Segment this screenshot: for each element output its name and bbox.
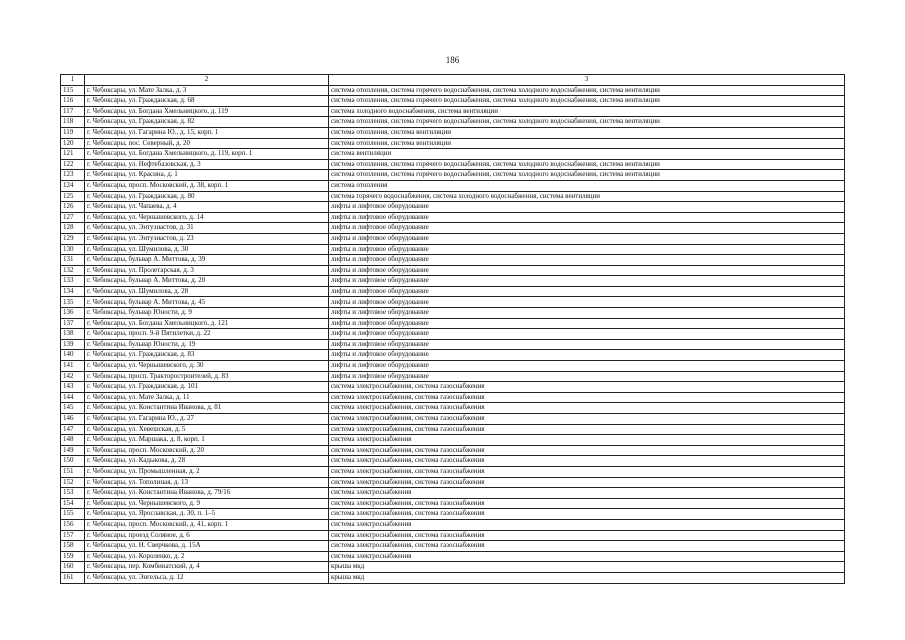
- row-number-cell: 153: [61, 488, 85, 499]
- address-cell: г. Чебоксары, ул. Хевешская, д. 5: [85, 424, 329, 435]
- systems-cell: лифты и лифтовое оборудование: [329, 202, 845, 213]
- row-number-cell: 154: [61, 498, 85, 509]
- systems-cell: лифты и лифтовое оборудование: [329, 339, 845, 350]
- row-number-cell: 150: [61, 456, 85, 467]
- systems-cell: система электроснабжения, система газоснабжения: [329, 392, 845, 403]
- table-row: [61, 519, 845, 530]
- systems-cell: лифты и лифтовое оборудование: [329, 297, 845, 308]
- table-row: [61, 318, 845, 329]
- page-number: 186: [445, 55, 460, 65]
- table-row: [61, 488, 845, 499]
- table-row: [61, 456, 845, 467]
- row-number-cell: 121: [61, 149, 85, 160]
- row-number-cell: 127: [61, 212, 85, 223]
- table-row: [61, 170, 845, 181]
- address-cell: г. Чебоксары, ул. Энтузиастов, д. 23: [85, 233, 329, 244]
- row-number-cell: 128: [61, 223, 85, 234]
- data-table: [60, 74, 845, 584]
- systems-cell: система электроснабжения, система газоснабжения: [329, 498, 845, 509]
- row-number-cell: 140: [61, 350, 85, 361]
- table-row: [61, 477, 845, 488]
- systems-cell: система отопления, система горячего водоснабжения, система холодного водоснабжения, система вентиляции: [329, 96, 845, 107]
- table-row: [61, 509, 845, 520]
- row-number-cell: 137: [61, 318, 85, 329]
- address-cell: г. Чебоксары, ул. Богдана Хмельницкого, д. 121: [85, 318, 329, 329]
- table-row: [61, 159, 845, 170]
- table-row: [61, 212, 845, 223]
- table-row: [61, 382, 845, 393]
- systems-cell: лифты и лифтовое оборудование: [329, 329, 845, 340]
- systems-cell: система электроснабжения, система газоснабжения: [329, 403, 845, 414]
- systems-cell: система электроснабжения: [329, 519, 845, 530]
- row-number-cell: 144: [61, 392, 85, 403]
- row-number-cell: 126: [61, 202, 85, 213]
- address-cell: г. Чебоксары, ул. Кадыкова, д. 28: [85, 456, 329, 467]
- address-cell: г. Чебоксары, ул. Гражданская, д. 68: [85, 96, 329, 107]
- row-number-cell: 147: [61, 424, 85, 435]
- systems-cell: система электроснабжения: [329, 551, 845, 562]
- table-row: [61, 392, 845, 403]
- systems-cell: лифты и лифтовое оборудование: [329, 276, 845, 287]
- row-number-cell: 118: [61, 117, 85, 128]
- table-row: [61, 180, 845, 191]
- address-cell: г. Чебоксары, ул. Богдана Хмельницкого, д. 119: [85, 106, 329, 117]
- systems-cell: система отопления, система горячего водоснабжения, система холодного водоснабжения, система вентиляции: [329, 170, 845, 181]
- systems-cell: система отопления, система горячего водоснабжения, система холодного водоснабжения, система вентиляции: [329, 117, 845, 128]
- address-cell: г. Чебоксары, просп. Тракторостроителей, д. 83: [85, 371, 329, 382]
- systems-cell: лифты и лифтовое оборудование: [329, 223, 845, 234]
- row-number-cell: 138: [61, 329, 85, 340]
- table-row: [61, 541, 845, 552]
- address-cell: г. Чебоксары, бульвар А. Миттова, д. 20: [85, 276, 329, 287]
- row-number-cell: 132: [61, 265, 85, 276]
- table-row: [61, 308, 845, 319]
- table-row: [61, 350, 845, 361]
- row-number-cell: 134: [61, 286, 85, 297]
- address-cell: г. Чебоксары, ул. Чернышевского, д. 30: [85, 361, 329, 372]
- systems-cell: система электроснабжения, система газоснабжения: [329, 509, 845, 520]
- address-cell: г. Чебоксары, просп. Московский, д. 20: [85, 445, 329, 456]
- row-number-cell: 146: [61, 414, 85, 425]
- address-cell: г. Чебоксары, ул. Константина Иванова, д. 81: [85, 403, 329, 414]
- systems-cell: лифты и лифтовое оборудование: [329, 371, 845, 382]
- table-row: [61, 202, 845, 213]
- address-cell: г. Чебоксары, ул. Тополиная, д. 13: [85, 477, 329, 488]
- address-cell: г. Чебоксары, ул. Короленко, д. 2: [85, 551, 329, 562]
- systems-cell: система электроснабжения, система газоснабжения: [329, 445, 845, 456]
- systems-cell: система электроснабжения, система газоснабжения: [329, 530, 845, 541]
- row-number-cell: 142: [61, 371, 85, 382]
- address-cell: г. Чебоксары, ул. Богдана Хмельницкого, д. 119, корп. 1: [85, 149, 329, 160]
- table-row: [61, 191, 845, 202]
- row-number-cell: 130: [61, 244, 85, 255]
- systems-cell: лифты и лифтовое оборудование: [329, 350, 845, 361]
- systems-cell: лифты и лифтовое оборудование: [329, 212, 845, 223]
- row-number-cell: 152: [61, 477, 85, 488]
- row-number-cell: 141: [61, 361, 85, 372]
- table-row: [61, 233, 845, 244]
- row-number-cell: 159: [61, 551, 85, 562]
- row-number-cell: 116: [61, 96, 85, 107]
- table-row: [61, 424, 845, 435]
- table-row: [61, 286, 845, 297]
- address-cell: г. Чебоксары, ул. Пролетарская, д. 3: [85, 265, 329, 276]
- systems-cell: система электроснабжения, система газоснабжения: [329, 456, 845, 467]
- row-number-cell: 117: [61, 106, 85, 117]
- address-cell: г. Чебоксары, ул. Гражданская, д. 80: [85, 191, 329, 202]
- table-row: [61, 371, 845, 382]
- address-cell: г. Чебоксары, ул. Гагарина Ю., д. 27: [85, 414, 329, 425]
- address-cell: г. Чебоксары, ул. Нефтебазовская, д. 3: [85, 159, 329, 170]
- address-cell: г. Чебоксары, ул. Чернышевского, д. 14: [85, 212, 329, 223]
- row-number-cell: 123: [61, 170, 85, 181]
- table-row: [61, 403, 845, 414]
- row-number-cell: 149: [61, 445, 85, 456]
- table-row: [61, 530, 845, 541]
- row-number-cell: 120: [61, 138, 85, 149]
- address-cell: г. Чебоксары, ул. Энгельса, д. 12: [85, 572, 329, 583]
- address-cell: г. Чебоксары, просп. Московский, д. 41, корп. 1: [85, 519, 329, 530]
- header-cell-address: 2: [85, 75, 329, 86]
- table-row: [61, 106, 845, 117]
- address-cell: г. Чебоксары, ул. Н. Сверчкова, д. 15А: [85, 541, 329, 552]
- address-cell: г. Чебоксары, ул. Гражданская, д. 83: [85, 350, 329, 361]
- address-cell: г. Чебоксары, бульвар Юности, д. 19: [85, 339, 329, 350]
- row-number-cell: 136: [61, 308, 85, 319]
- address-cell: г. Чебоксары, ул. Гагарина Ю., д. 15, корп. 1: [85, 127, 329, 138]
- address-cell: г. Чебоксары, ул. Маршака, д. 8, корп. 1: [85, 435, 329, 446]
- systems-cell: лифты и лифтовое оборудование: [329, 361, 845, 372]
- address-cell: г. Чебоксары, бульвар А. Миттова, д. 39: [85, 255, 329, 266]
- row-number-cell: 148: [61, 435, 85, 446]
- systems-cell: крыша мкд: [329, 562, 845, 573]
- table-row: [61, 276, 845, 287]
- row-number-cell: 143: [61, 382, 85, 393]
- table-row: [61, 223, 845, 234]
- systems-cell: система электроснабжения, система газоснабжения: [329, 466, 845, 477]
- row-number-cell: 155: [61, 509, 85, 520]
- address-cell: г. Чебоксары, просп. 9-й Пятилетки, д. 22: [85, 329, 329, 340]
- row-number-cell: 139: [61, 339, 85, 350]
- table-header-row: [61, 75, 845, 86]
- header-cell-number: 1: [61, 75, 85, 86]
- address-cell: г. Чебоксары, бульвар Юности, д. 9: [85, 308, 329, 319]
- systems-cell: лифты и лифтовое оборудование: [329, 318, 845, 329]
- table-row: [61, 339, 845, 350]
- row-number-cell: 135: [61, 297, 85, 308]
- systems-cell: лифты и лифтовое оборудование: [329, 265, 845, 276]
- row-number-cell: 145: [61, 403, 85, 414]
- table-row: [61, 297, 845, 308]
- address-cell: г. Чебоксары, ул. Чернышевского, д. 9: [85, 498, 329, 509]
- table-row: [61, 244, 845, 255]
- systems-cell: система электроснабжения: [329, 488, 845, 499]
- row-number-cell: 119: [61, 127, 85, 138]
- row-number-cell: 122: [61, 159, 85, 170]
- systems-cell: система отопления, система вентиляции: [329, 138, 845, 149]
- table-row: [61, 117, 845, 128]
- row-number-cell: 158: [61, 541, 85, 552]
- systems-cell: система электроснабжения, система газоснабжения: [329, 424, 845, 435]
- address-cell: г. Чебоксары, просп. Московский, д. 38, корп. 1: [85, 180, 329, 191]
- systems-cell: система отопления, система горячего водоснабжения, система холодного водоснабжения, система вентиляции: [329, 159, 845, 170]
- table-row: [61, 96, 845, 107]
- table-row: [61, 85, 845, 96]
- systems-cell: система отопления: [329, 180, 845, 191]
- systems-cell: лифты и лифтовое оборудование: [329, 286, 845, 297]
- table-row: [61, 361, 845, 372]
- table-row: [61, 498, 845, 509]
- systems-cell: система электроснабжения, система газоснабжения: [329, 414, 845, 425]
- address-cell: г. Чебоксары, ул. Энтузиастов, д. 31: [85, 223, 329, 234]
- row-number-cell: 161: [61, 572, 85, 583]
- systems-cell: крыша мкд: [329, 572, 845, 583]
- table-row: [61, 562, 845, 573]
- table-row: [61, 445, 845, 456]
- table-row: [61, 572, 845, 583]
- systems-cell: лифты и лифтовое оборудование: [329, 308, 845, 319]
- row-number-cell: 160: [61, 562, 85, 573]
- address-cell: г. Чебоксары, проезд Соляное, д. 6: [85, 530, 329, 541]
- systems-cell: система электроснабжения: [329, 435, 845, 446]
- systems-cell: лифты и лифтовое оборудование: [329, 255, 845, 266]
- address-cell: г. Чебоксары, ул. Мате Залка, д. 3: [85, 85, 329, 96]
- row-number-cell: 156: [61, 519, 85, 530]
- address-cell: г. Чебоксары, пос. Северный, д. 20: [85, 138, 329, 149]
- systems-cell: лифты и лифтовое оборудование: [329, 244, 845, 255]
- address-cell: г. Чебоксары, ул. Гражданская, д. 82: [85, 117, 329, 128]
- row-number-cell: 125: [61, 191, 85, 202]
- address-cell: г. Чебоксары, ул. Шумилова, д. 28: [85, 286, 329, 297]
- address-cell: г. Чебоксары, пер. Комбинатский, д. 4: [85, 562, 329, 573]
- address-cell: г. Чебоксары, ул. Гражданская, д. 101: [85, 382, 329, 393]
- table-row: [61, 138, 845, 149]
- systems-cell: лифты и лифтовое оборудование: [329, 233, 845, 244]
- table-row: [61, 466, 845, 477]
- systems-cell: система холодного водоснабжения, система вентиляции: [329, 106, 845, 117]
- systems-cell: система электроснабжения, система газоснабжения: [329, 477, 845, 488]
- header-cell-systems: 3: [329, 75, 845, 86]
- address-cell: г. Чебоксары, ул. Мате Залка, д. 11: [85, 392, 329, 403]
- address-cell: г. Чебоксары, ул. Ярославская, д. 30, п. 1–5: [85, 509, 329, 520]
- table-row: [61, 149, 845, 160]
- address-cell: г. Чебоксары, ул. Константина Иванова, д. 79/16: [85, 488, 329, 499]
- systems-cell: система вентиляции: [329, 149, 845, 160]
- row-number-cell: 131: [61, 255, 85, 266]
- table-row: [61, 329, 845, 340]
- systems-cell: система электроснабжения, система газоснабжения: [329, 541, 845, 552]
- table-row: [61, 127, 845, 138]
- table-row: [61, 255, 845, 266]
- row-number-cell: 133: [61, 276, 85, 287]
- table-row: [61, 551, 845, 562]
- row-number-cell: 157: [61, 530, 85, 541]
- table-row: [61, 414, 845, 425]
- systems-cell: система электроснабжения, система газоснабжения: [329, 382, 845, 393]
- row-number-cell: 129: [61, 233, 85, 244]
- address-cell: г. Чебоксары, ул. Промышленная, д. 2: [85, 466, 329, 477]
- address-cell: г. Чебоксары, ул. Чапаева, д. 4: [85, 202, 329, 213]
- table-row: [61, 265, 845, 276]
- address-cell: г. Чебоксары, ул. Красина, д. 1: [85, 170, 329, 181]
- systems-cell: система отопления, система горячего водоснабжения, система холодного водоснабжения, система вентиляции: [329, 85, 845, 96]
- row-number-cell: 115: [61, 85, 85, 96]
- address-cell: г. Чебоксары, бульвар А. Миттова, д. 45: [85, 297, 329, 308]
- row-number-cell: 124: [61, 180, 85, 191]
- row-number-cell: 151: [61, 466, 85, 477]
- systems-cell: система горячего водоснабжения, система холодного водоснабжения, система вентиляции: [329, 191, 845, 202]
- systems-cell: система отопления, система вентиляции: [329, 127, 845, 138]
- table-row: [61, 435, 845, 446]
- address-cell: г. Чебоксары, ул. Шумилова, д. 30: [85, 244, 329, 255]
